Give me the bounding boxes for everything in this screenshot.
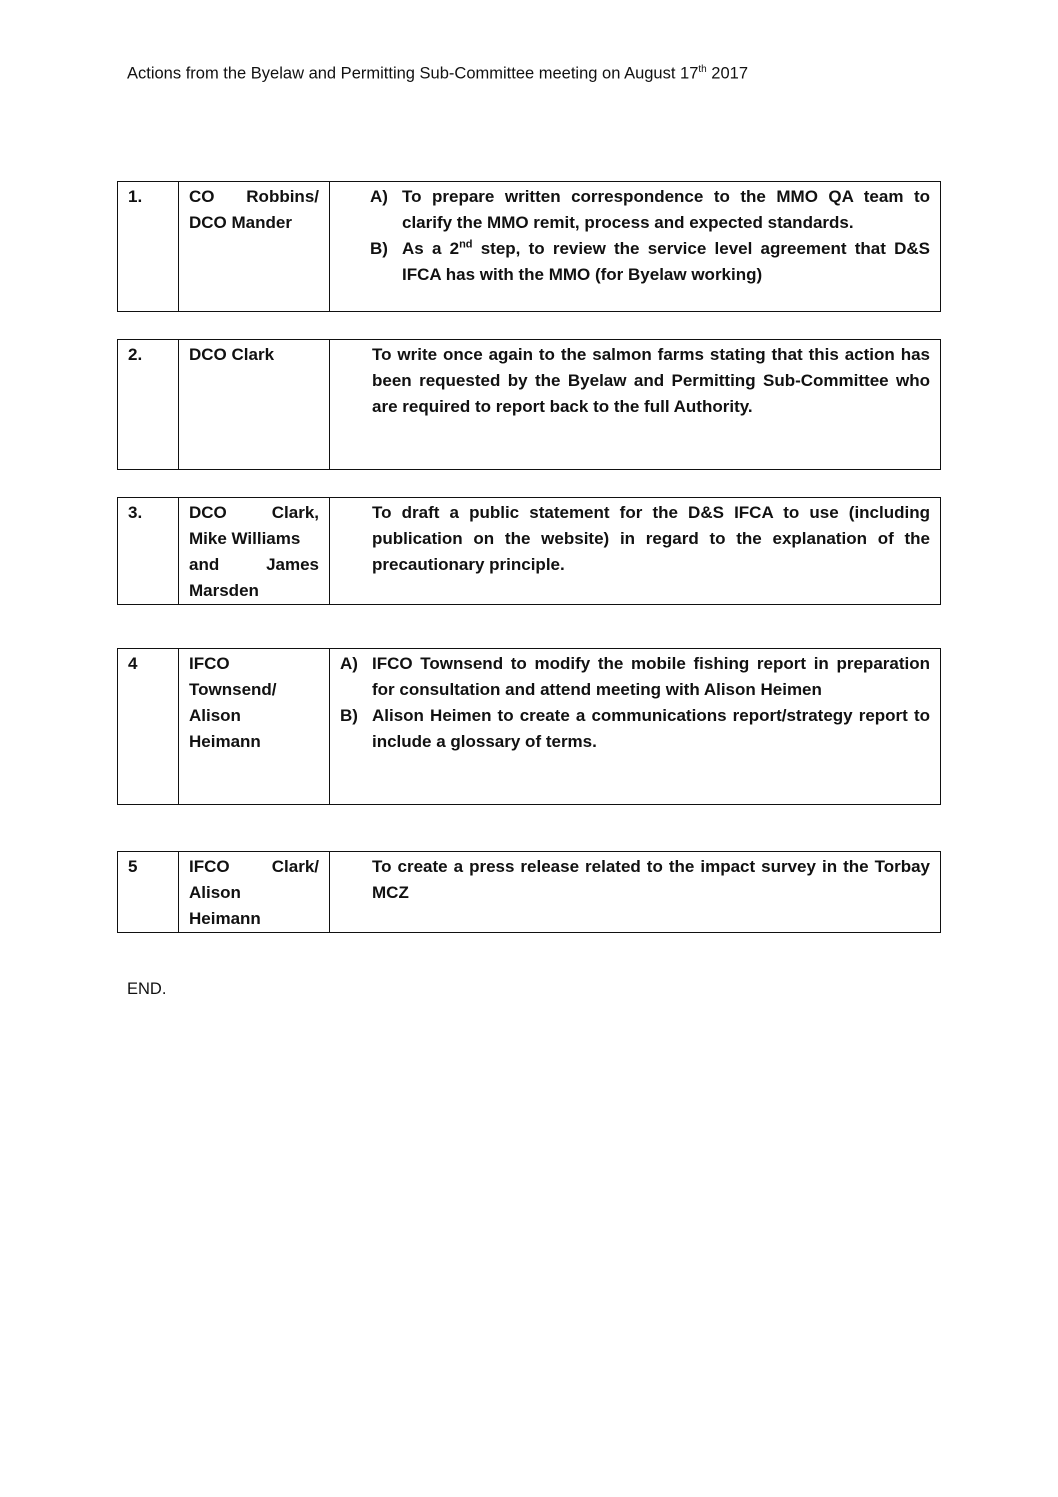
action-table-2 [117, 339, 941, 470]
action-number: 4 [118, 649, 179, 805]
action-task: To draft a public statement for the D&S IFCA to use (including publication on the website) in regard to the explanation of the precautionary principle. [330, 498, 941, 605]
action-task: To create a press release related to the impact survey in the Torbay MCZ [330, 852, 941, 933]
task-item: A) IFCO Townsend to modify the mobile fishing report in preparation for consultation and attend meeting with Alison Heimen [340, 654, 930, 699]
task-item: B) As a 2nd step, to review the service level agreement that D&S IFCA has with the MMO (for Byelaw working) [370, 238, 930, 284]
action-owner: DCO Clark [179, 340, 330, 470]
task-item: B) Alison Heimen to create a communications report/strategy report to include a glossary of terms. [340, 706, 930, 751]
action-table-3 [117, 497, 941, 605]
action-owner: CO Robbins/ DCO Mander [179, 182, 330, 312]
page-title: Actions from the Byelaw and Permitting Sub-Committee meeting on August 17th 2017 [127, 64, 749, 83]
action-task: To write once again to the salmon farms stating that this action has been requested by the Byelaw and Permitting Sub-Committee who are required to report back to the full Authority. [330, 340, 941, 470]
action-task [330, 649, 941, 805]
action-table-5 [117, 851, 941, 933]
action-number: 5 [118, 852, 179, 933]
action-owner: DCO Clark, Mike Williams and James Marsden [179, 498, 330, 605]
action-number: 1. [118, 182, 179, 312]
action-table-1 [117, 181, 941, 312]
action-owner: IFCO Townsend/ Alison Heimann [179, 649, 330, 805]
action-owner: IFCO Clark/ Alison Heimann [179, 852, 330, 933]
end-marker: END. [127, 980, 167, 998]
action-number: 3. [118, 498, 179, 605]
action-table-4 [117, 648, 941, 805]
task-item: A) To prepare written correspondence to the MMO QA team to clarify the MMO remit, process and expected standards. [370, 187, 930, 232]
action-number: 2. [118, 340, 179, 470]
action-task [330, 182, 941, 312]
